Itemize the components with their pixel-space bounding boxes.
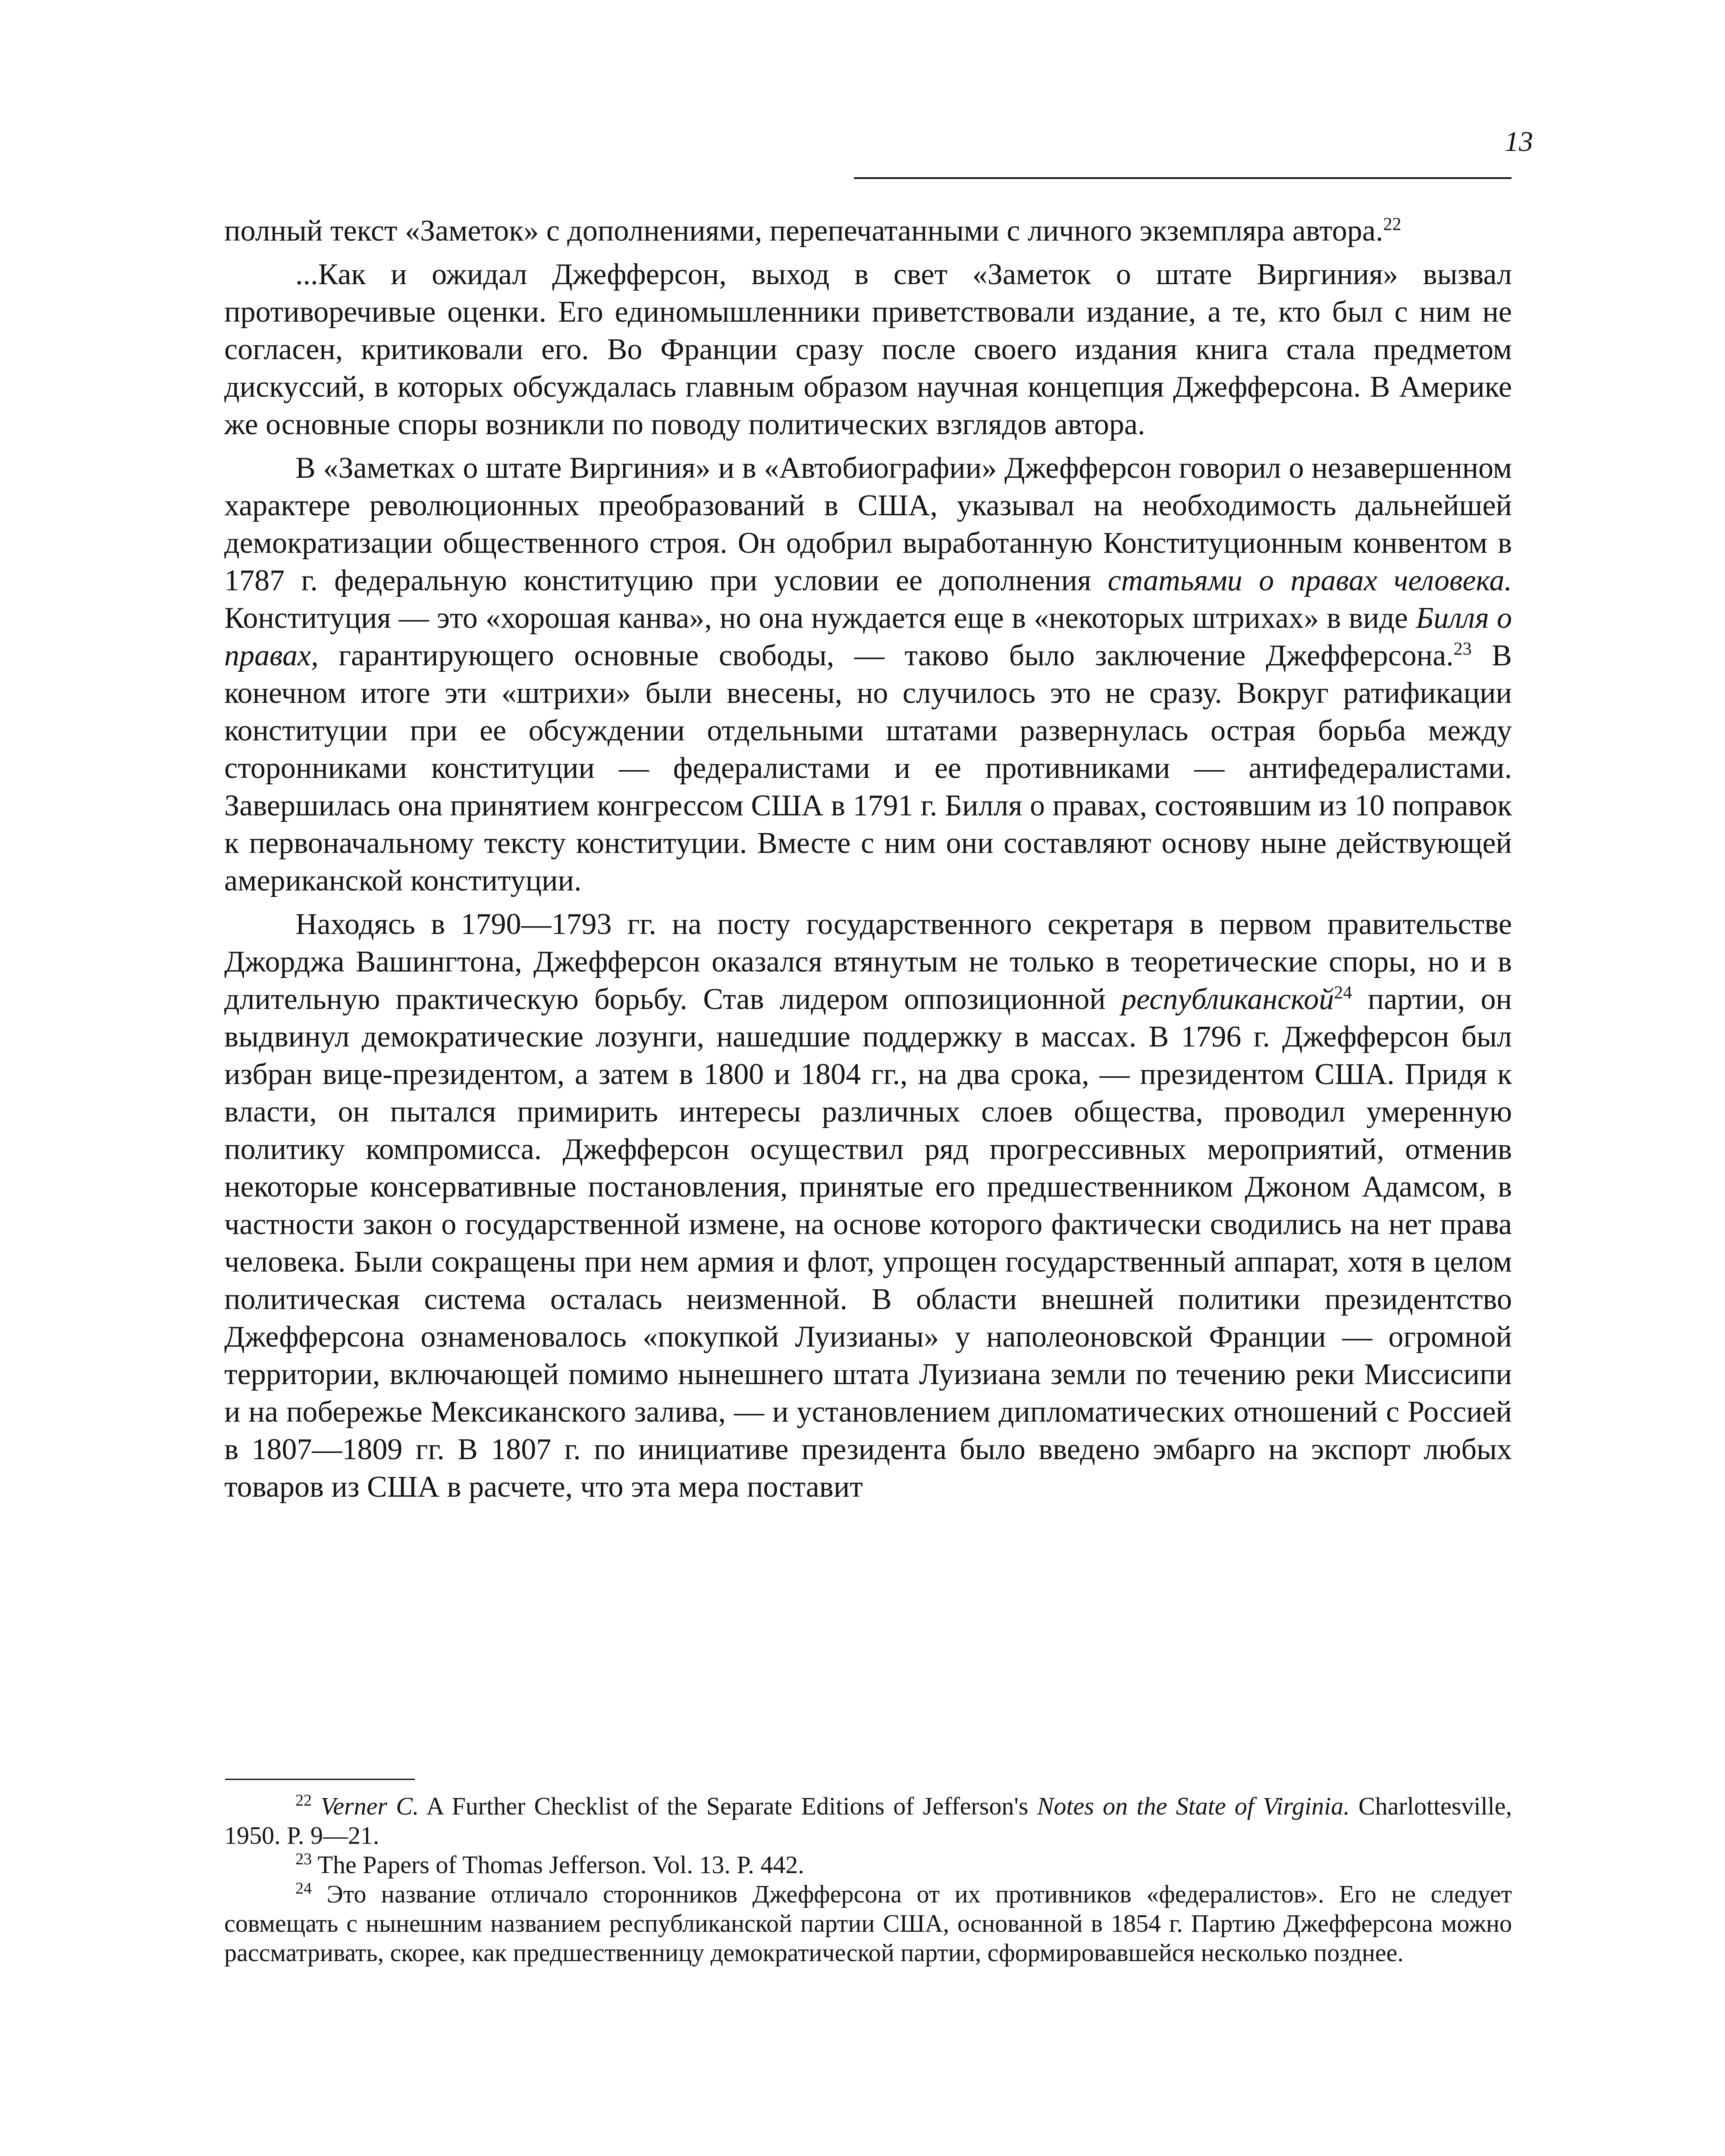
text-run: В «Заметках о штате Виргиния» и в «Автобиографии» Джефферсон говорил о незавершенном характере революционных преобразований в США, указывал на необходимость дальнейшей демократизации общественного строя. Он одобрил выработанную Конституционным конвентом в 1787 г. федеральную конституцию при условии ее дополнения	[224, 451, 1512, 597]
italic-text: республиканской	[1121, 983, 1334, 1016]
italic-text: Билля о правах,	[224, 602, 1512, 672]
paragraph	[224, 256, 1512, 443]
paragraph	[224, 449, 1512, 899]
italic-text: статьями о правах человека.	[1107, 564, 1512, 597]
italic-text: Notes on the State of Virginia.	[1037, 1792, 1350, 1820]
footnote-marker: 22	[295, 1791, 312, 1810]
footnote	[224, 1792, 1512, 1850]
footnote-marker: 23	[295, 1850, 312, 1868]
paragraph	[224, 906, 1512, 1506]
text-run: полный текст «Заметок» с дополнениями, перепечатанными с личного экземпляра автора.	[224, 214, 1383, 248]
text-run: A Further Checklist of the Separate Editions of Jefferson's	[419, 1792, 1037, 1820]
text-run: ...Как и ожидал Джефферсон, выход в свет «Заметок о штате Виргиния» вызвал противоречивые оценки. Его единомышленники приветствовали издание, а те, кто был с ним не согласен, критиковали его. Во Франции сразу после своего издания книга стала предметом дискуссий, в которых обсуждалась главным образом научная концепция Джефферсона. В Америке же основные споры возникли по поводу политических взглядов автора.	[224, 258, 1512, 441]
footnote-marker: 22	[1383, 214, 1402, 235]
text-run: гарантирующего основные свободы, — таково было заключение Джефферсона.	[318, 639, 1454, 672]
footnote	[224, 1850, 1512, 1880]
footnote-marker: 23	[1453, 639, 1472, 659]
text-run: Это название отличало сторонников Джефферсона от их противников «федералистов». Его не следует совмещать с нынешним названием республиканской партии США, основанной в 1854 г. Партию Джефферсона можно рассматривать, скорее, как предшественницу демократической партии, сформировавшейся несколько позднее.	[224, 1880, 1512, 1967]
footnote-separator	[225, 1779, 415, 1780]
footnote	[224, 1880, 1512, 1968]
text-run: В конечном итоге эти «штрихи» были внесены, но случилось это не сразу. Вокруг ратификации конституции при ее обсуждении отдельными штатами развернулась острая борьба между сторонниками конституции — федералистами и ее противниками — антифедералистами. Завершилась она принятием конгрессом США в 1791 г. Билля о правах, состоявшим из 10 поправок к первоначальному тексту конституции. Вместе с ним они составляют основу ныне действующей американской конституции.	[224, 639, 1512, 897]
footnotes	[224, 1792, 1512, 1968]
text-run	[312, 1792, 320, 1820]
text-run: The Papers of Thomas Jefferson. Vol. 13. P. 442.	[312, 1851, 804, 1879]
header-rule	[854, 177, 1512, 179]
text-run: партии, он выдвинул демократические лозунги, нашедшие поддержку в массах. В 1796 г. Джефферсон был избран вице-президентом, а затем в 1800 и 1804 гг., на два срока, — президентом США. Придя к власти, он пытался примирить интересы различных слоев общества, проводил умеренную политику компромисса. Джефферсон осуществил ряд прогрессивных мероприятий, отменив некоторые консервативные постановления, принятые его предшественником Джоном Адамсом, в частности закон о государственной измене, на основе которого фактически сводились на нет права человека. Были сокращены при нем армия и флот, упрощен государственный аппарат, хотя в целом политическая система осталась неизменной. В области внешней политики президентство Джефферсона ознаменовалось «покупкой Луизианы» у наполеоновской Франции — огромной территории, включающей помимо нынешнего штата Луизиана земли по течению реки Миссисипи и на побережье Мексиканского залива, — и установлением дипломатических отношений с Россией в 1807—1809 гг. В 1807 г. по инициативе президента было введено эмбарго на экспорт любых товаров из США в расчете, что эта мера поставит	[224, 983, 1512, 1504]
footnote-marker: 24	[1334, 983, 1352, 1003]
italic-text: Verner C.	[320, 1792, 419, 1820]
page-number: 13	[1505, 126, 1533, 157]
text-run: Находясь в 1790—1793 гг. на посту государственного секретаря в первом правительстве Джорджа Вашингтона, Джефферсон оказался втянутым не только в теоретические споры, но и в длительную практическую борьбу. Став лидером оппозиционной	[224, 908, 1512, 1016]
paragraph	[224, 212, 1512, 250]
body-text	[224, 212, 1512, 1512]
text-run: Charlottesville, 1950. P. 9—21.	[224, 1792, 1512, 1849]
text-run: Конституция — это «хорошая канва», но она нуждается еще в «некоторых штрихах» в виде	[224, 602, 1416, 635]
footnote-marker: 24	[295, 1879, 312, 1898]
